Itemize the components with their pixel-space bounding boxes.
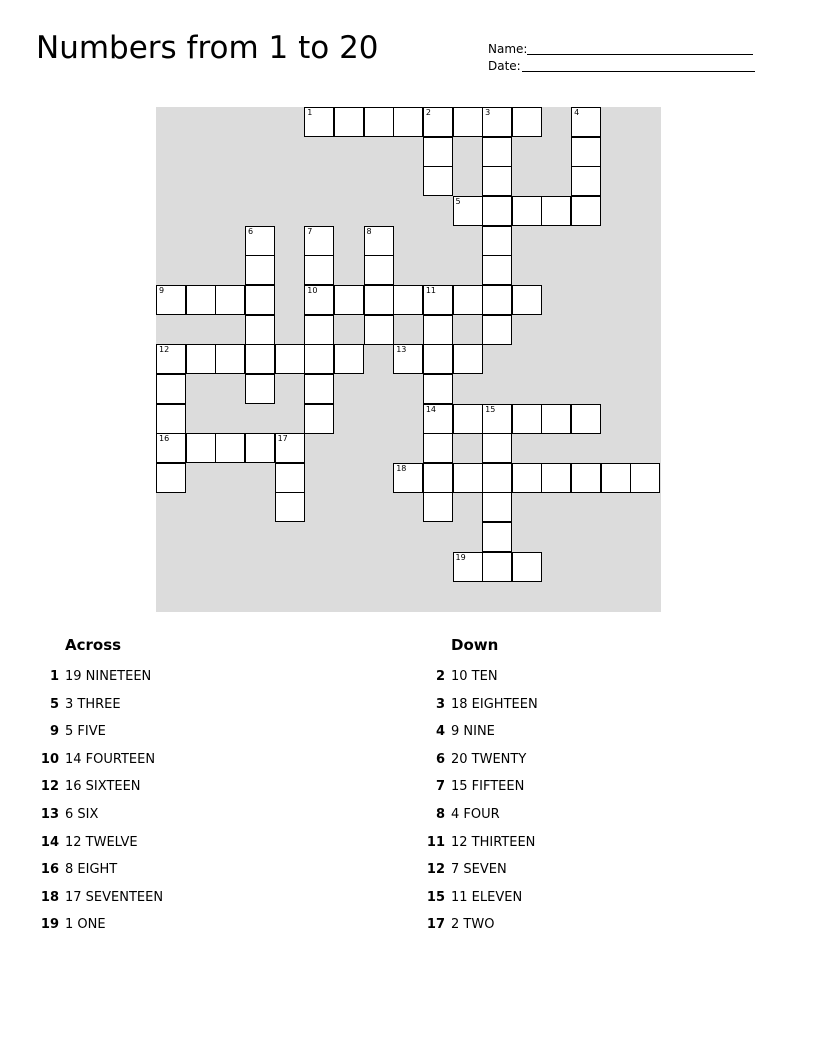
grid-cell[interactable]	[482, 226, 512, 256]
grid-cell[interactable]	[245, 226, 275, 256]
grid-cell[interactable]	[453, 344, 483, 374]
grid-cell[interactable]	[275, 433, 305, 463]
clue-text: 12 TWELVE	[65, 834, 138, 850]
grid-cell[interactable]	[512, 107, 542, 137]
clue-text: 12 THIRTEEN	[451, 834, 536, 850]
grid-cell[interactable]	[482, 463, 512, 493]
name-field[interactable]	[488, 43, 527, 55]
grid-cell[interactable]	[245, 315, 275, 345]
grid-cell[interactable]	[482, 107, 512, 137]
grid-cell[interactable]	[215, 285, 245, 315]
clue-text: 16 SIXTEEN	[65, 779, 141, 795]
grid-cell[interactable]	[423, 107, 453, 137]
cell-number: 18	[396, 463, 407, 473]
grid-cell[interactable]	[304, 285, 334, 315]
cell-number: 7	[307, 226, 313, 236]
grid-cell[interactable]	[275, 463, 305, 493]
clue-text: 3 THREE	[65, 696, 121, 712]
grid-cell[interactable]	[541, 463, 571, 493]
grid-cell[interactable]	[482, 196, 512, 226]
cell-number: 10	[307, 285, 318, 295]
clue-text: 7 SEVEN	[451, 862, 507, 878]
grid-cell[interactable]	[512, 463, 542, 493]
grid-cell[interactable]	[541, 404, 571, 434]
clue-text: 2 TWO	[451, 917, 495, 933]
grid-cell[interactable]	[482, 285, 512, 315]
clue-text: 8 EIGHT	[65, 862, 118, 878]
clue-number: 12	[40, 779, 59, 795]
grid-cell[interactable]	[215, 433, 245, 463]
grid-cell[interactable]	[186, 285, 216, 315]
cell-number: 1	[307, 108, 313, 117]
cell-number: 15	[485, 404, 496, 414]
cell-number: 4	[574, 108, 580, 117]
grid-cell[interactable]	[601, 463, 631, 493]
grid-cell[interactable]	[453, 404, 483, 434]
cell-number: 9	[159, 285, 165, 295]
clue-number: 9	[49, 724, 59, 740]
grid-cell[interactable]	[482, 255, 512, 285]
grid-cell[interactable]	[482, 433, 512, 463]
date-label: Date:	[488, 59, 521, 73]
cell-number: 8	[366, 226, 372, 236]
grid-cell[interactable]	[156, 285, 186, 315]
clue-number: 18	[40, 889, 59, 905]
grid-cell[interactable]	[186, 344, 216, 374]
grid-cell[interactable]	[482, 137, 512, 167]
date-underline	[522, 71, 755, 72]
clue-text: 10 TEN	[451, 669, 498, 684]
clue-text: 14 FOURTEEN	[65, 751, 156, 767]
clue-text: 9 NINE	[451, 724, 495, 740]
clue-number: 19	[40, 917, 59, 933]
grid-cell[interactable]	[156, 433, 186, 463]
grid-cell[interactable]	[512, 196, 542, 226]
grid-cell[interactable]	[393, 344, 423, 374]
grid-cell[interactable]	[453, 285, 483, 315]
grid-cell[interactable]	[304, 107, 334, 137]
grid-cell[interactable]	[245, 374, 275, 404]
clue-number: 16	[40, 862, 59, 878]
clue-text: 5 FIVE	[65, 724, 106, 740]
grid-cell[interactable]	[423, 137, 453, 167]
cell-number: 17	[277, 434, 288, 444]
grid-cell[interactable]	[186, 433, 216, 463]
grid-cell[interactable]	[304, 404, 334, 434]
grid-cell[interactable]	[571, 166, 601, 196]
clue-number: 3	[435, 696, 445, 712]
name-underline	[527, 54, 753, 55]
grid-cell[interactable]	[156, 344, 186, 374]
grid-cell[interactable]	[512, 552, 542, 582]
clue-number: 13	[40, 807, 59, 822]
clue-text: 20 TWENTY	[451, 751, 527, 767]
grid-cell[interactable]	[393, 107, 423, 137]
grid-cell[interactable]	[423, 463, 453, 493]
grid-cell[interactable]	[304, 374, 334, 404]
grid-cell[interactable]	[156, 404, 186, 434]
grid-cell[interactable]	[541, 196, 571, 226]
name-label: Name:	[488, 42, 528, 56]
clue-number: 1	[49, 669, 59, 684]
grid-cell[interactable]	[245, 285, 275, 315]
grid-cell[interactable]	[423, 374, 453, 404]
grid-cell[interactable]	[453, 552, 483, 582]
cell-number: 5	[455, 196, 461, 206]
clue-text: 1 ONE	[65, 917, 106, 933]
grid-cell[interactable]	[571, 107, 601, 137]
grid-cell[interactable]	[334, 344, 364, 374]
grid-cell[interactable]	[423, 433, 453, 463]
grid-cell[interactable]	[482, 552, 512, 582]
across-heading: Across	[65, 636, 122, 654]
grid-cell[interactable]	[571, 137, 601, 167]
grid-cell[interactable]	[571, 404, 601, 434]
grid-cell[interactable]	[364, 315, 394, 345]
grid-cell[interactable]	[512, 285, 542, 315]
grid-cell[interactable]	[423, 404, 453, 434]
cell-number: 2	[425, 108, 431, 117]
grid-cell[interactable]	[423, 492, 453, 522]
clue-number: 11	[426, 834, 445, 850]
clue-number: 14	[40, 834, 59, 850]
clue-number: 10	[40, 751, 59, 767]
grid-cell[interactable]	[364, 226, 394, 256]
grid-cell[interactable]	[364, 285, 394, 315]
grid-cell[interactable]	[453, 196, 483, 226]
cell-number: 11	[425, 285, 437, 295]
grid-cell[interactable]	[482, 404, 512, 434]
date-field[interactable]	[488, 60, 521, 72]
down-heading: Down	[451, 636, 499, 654]
grid-cell[interactable]	[630, 463, 660, 493]
page-title: Numbers from 1 to 20	[36, 30, 379, 66]
crossword-grid	[156, 107, 661, 612]
grid-cell[interactable]	[275, 344, 305, 374]
grid-cell[interactable]	[245, 344, 275, 374]
clue-number: 5	[49, 696, 59, 712]
grid-cell[interactable]	[453, 107, 483, 137]
grid-cell[interactable]	[423, 344, 453, 374]
cell-number: 6	[247, 226, 254, 236]
clue-number: 12	[426, 862, 445, 878]
cell-number: 3	[485, 108, 491, 117]
grid-cell[interactable]	[245, 255, 275, 285]
grid-cell[interactable]	[215, 344, 245, 374]
cell-number: 14	[425, 404, 437, 414]
clue-text: 4 FOUR	[451, 807, 500, 822]
clue-number: 8	[435, 807, 445, 822]
clue-text: 19 NINETEEN	[65, 669, 152, 684]
clue-text: 17 SEVENTEEN	[65, 889, 164, 905]
grid-cell[interactable]	[156, 463, 186, 493]
grid-cell[interactable]	[423, 166, 453, 196]
grid-cell[interactable]	[304, 315, 334, 345]
grid-cell[interactable]	[571, 196, 601, 226]
grid-cell[interactable]	[393, 463, 423, 493]
grid-cell[interactable]	[304, 344, 334, 374]
grid-cell[interactable]	[571, 463, 601, 493]
clue-text: 15 FIFTEEN	[451, 779, 525, 795]
grid-cell[interactable]	[512, 404, 542, 434]
grid-cell[interactable]	[482, 315, 512, 345]
clue-text: 18 EIGHTEEN	[451, 696, 538, 712]
grid-cell[interactable]	[482, 166, 512, 196]
cell-number: 13	[396, 345, 407, 355]
clue-text: 11 ELEVEN	[451, 889, 523, 905]
grid-cell[interactable]	[334, 285, 364, 315]
grid-cell[interactable]	[482, 522, 512, 552]
clue-text: 6 SIX	[65, 807, 99, 822]
clue-number: 17	[426, 917, 445, 933]
clue-number: 6	[435, 751, 445, 767]
clue-number: 2	[435, 669, 445, 684]
grid-cell[interactable]	[275, 492, 305, 522]
grid-cell[interactable]	[453, 463, 483, 493]
grid-cell[interactable]	[364, 255, 394, 285]
cell-number: 16	[159, 434, 170, 444]
grid-cell[interactable]	[304, 255, 334, 285]
grid-cell[interactable]	[482, 492, 512, 522]
grid-cell[interactable]	[423, 315, 453, 345]
cell-number: 12	[159, 345, 170, 355]
grid-cell[interactable]	[393, 285, 423, 315]
clue-number: 15	[426, 889, 445, 905]
grid-cell[interactable]	[364, 107, 394, 137]
grid-cell[interactable]	[304, 226, 334, 256]
grid-cell[interactable]	[245, 433, 275, 463]
grid-cell[interactable]	[156, 374, 186, 404]
cell-number: 19	[455, 552, 466, 562]
clue-number: 4	[435, 724, 445, 740]
grid-cell[interactable]	[423, 285, 453, 315]
grid-cell[interactable]	[334, 107, 364, 137]
clue-number: 7	[435, 779, 445, 795]
